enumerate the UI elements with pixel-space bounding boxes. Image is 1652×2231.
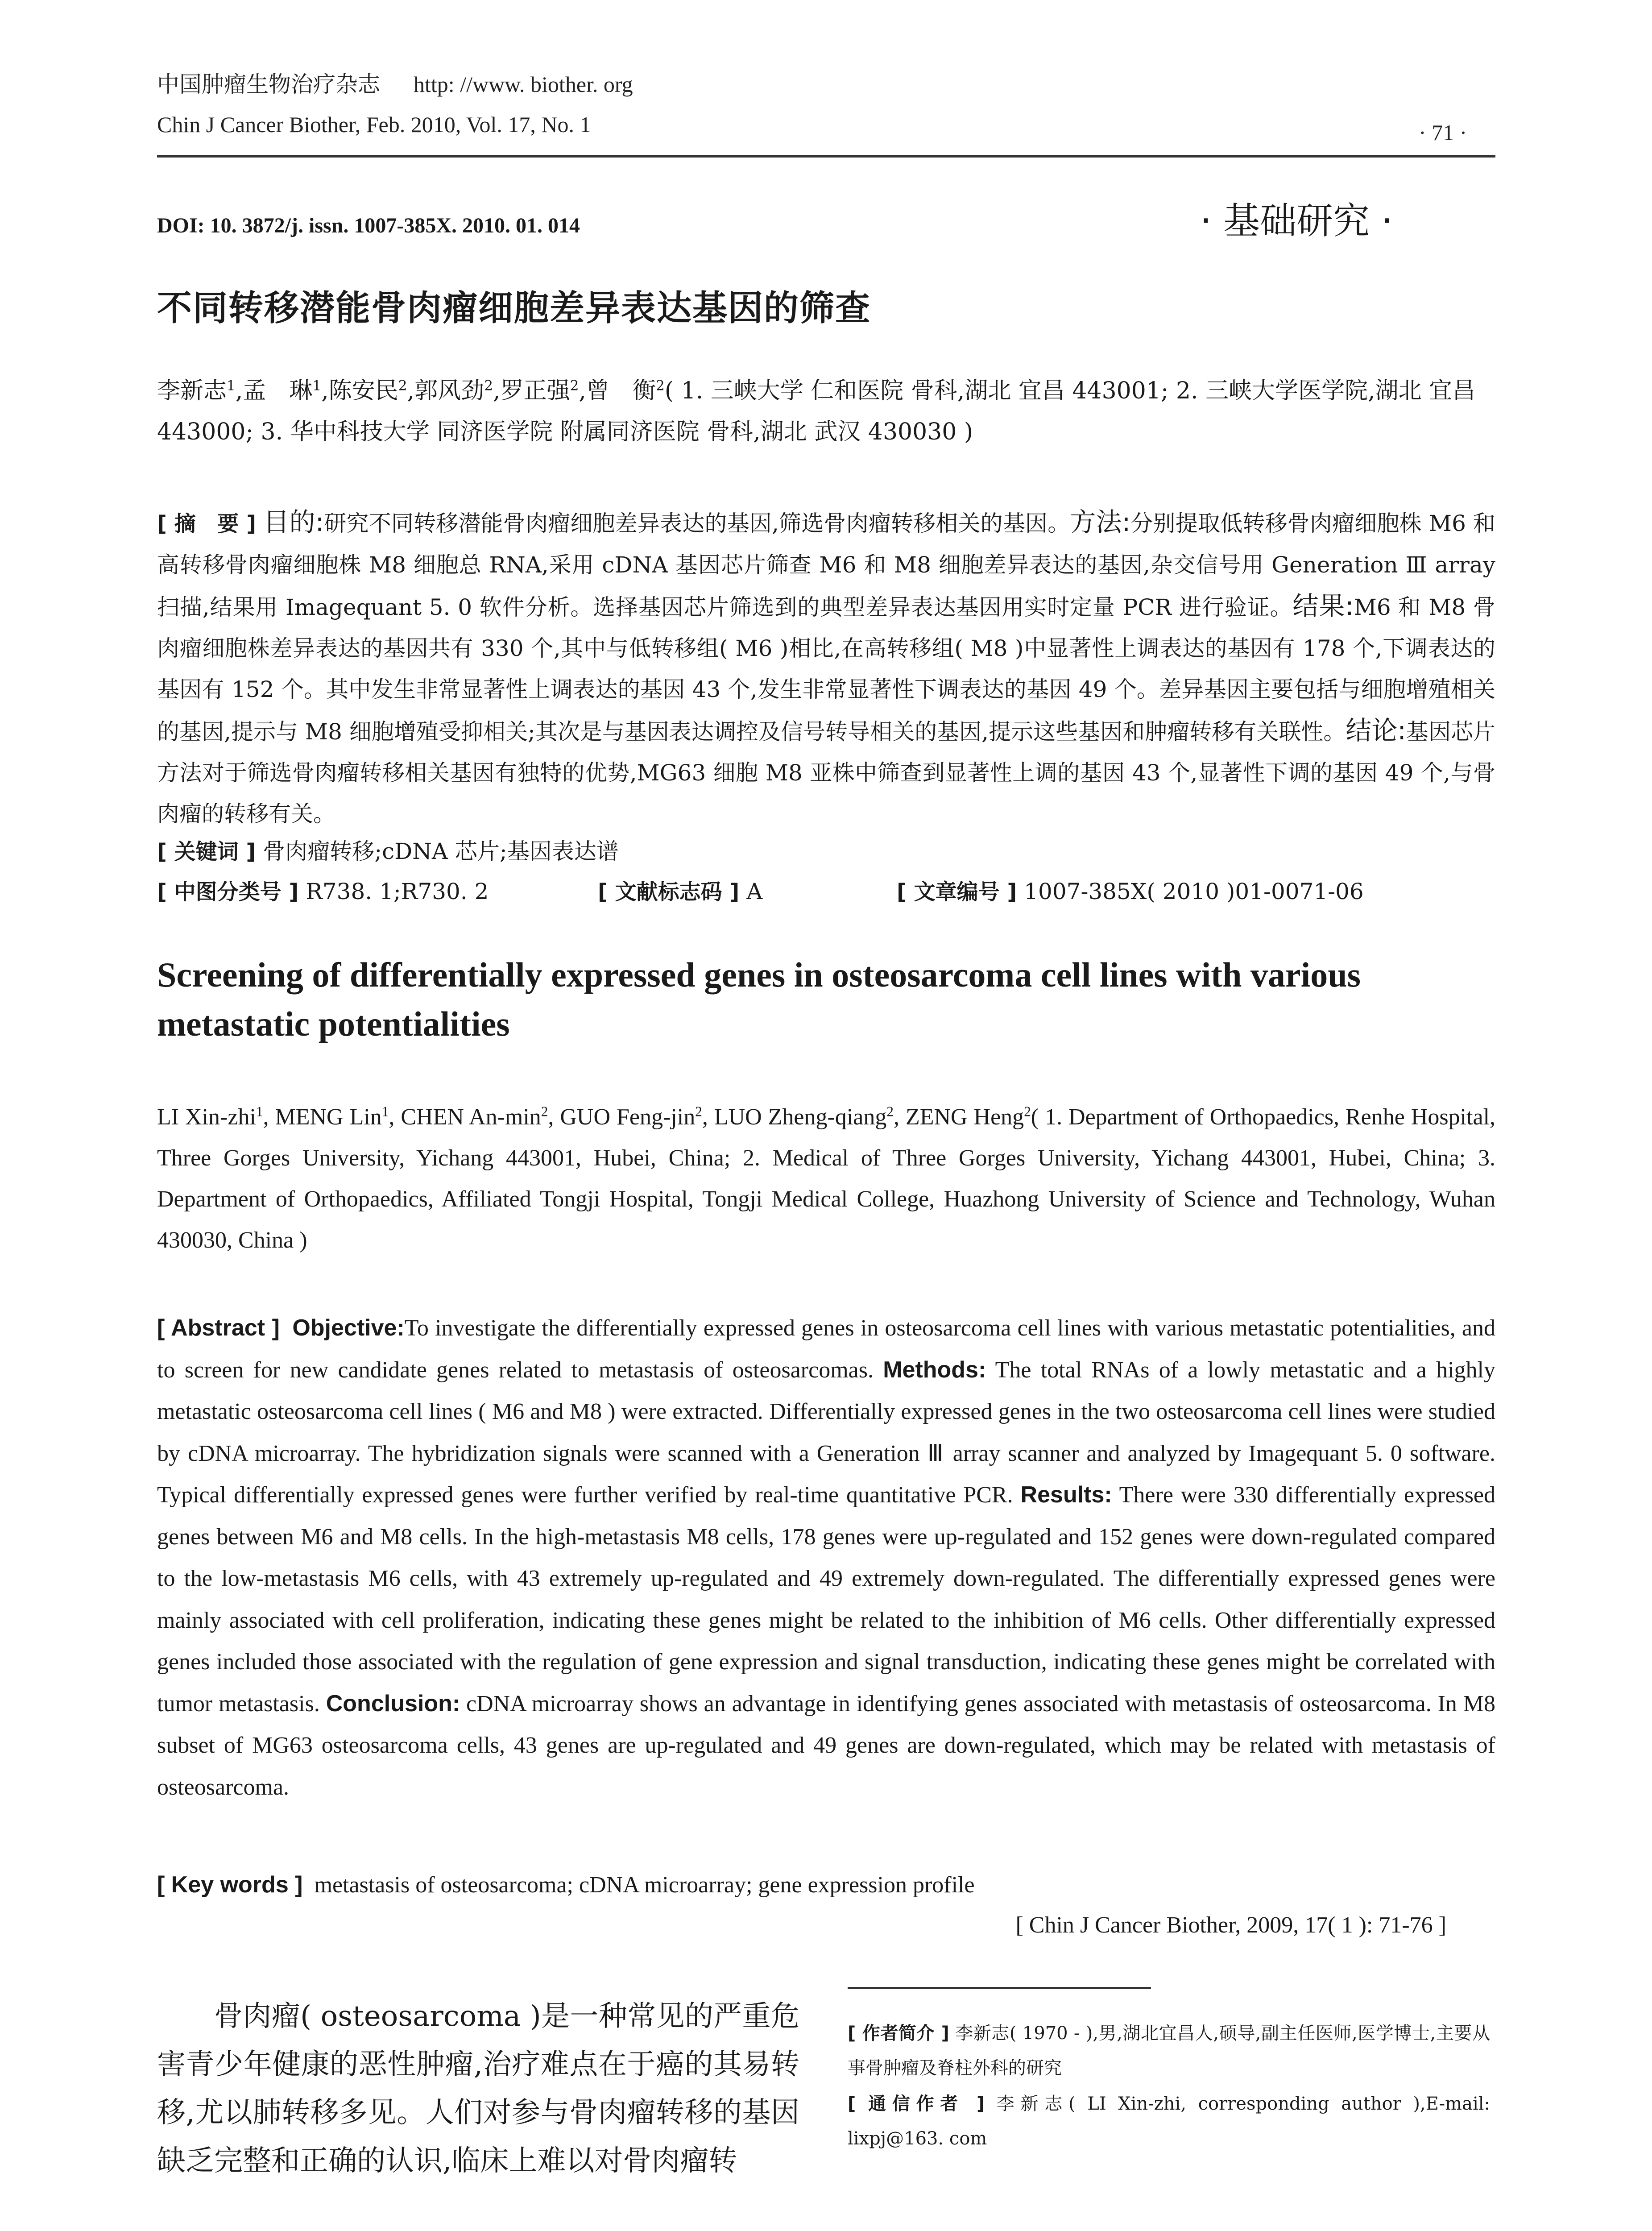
author-en: ZENG Heng$^2$ xyxy=(905,1103,1031,1130)
abstract-label-en: [ Abstract ] xyxy=(157,1315,280,1341)
objective-cn: 研究不同转移潜能骨肉瘤细胞差异表达的基因,筛选骨肉瘤转移相关的基因。 xyxy=(324,510,1070,536)
journal-url[interactable]: http: //www. biother. org xyxy=(414,72,633,97)
author-cn: 李新志$^1$ xyxy=(157,377,236,404)
authors-affiliations-cn: 李新志$^1$,孟 琳$^1$,陈安民$^2$,郭风劲$^2$,罗正强$^2$,曾 衡$^2$( 1. 三峡大学 仁和医院 骨科,湖北 宜昌 443001; 2. 三峡大学医学院,湖北 宜昌 443000; 3. 华中科技大学 同济医学院 附属同济医院 骨科,湖北 武汉 430030 ) xyxy=(157,377,1476,445)
article-value: 1007-385X( 2010 )01-0071-06 xyxy=(1024,879,1364,904)
objective-label-en: Objective: xyxy=(292,1315,405,1341)
clc-label: [ 中图分类号 ] xyxy=(157,879,299,904)
article-number xyxy=(897,871,1495,912)
objective-en: To investigate the differentially expressed genes in osteosarcoma cell lines with various metastatic potentialities, and to screen for new candidate genes related to metastasis of osteosarcomas. xyxy=(157,1315,1496,1383)
authors-affiliations-en xyxy=(157,1097,1495,1261)
affiliations-cn: ( 1. 三峡大学 仁和医院 骨科,湖北 宜昌 443001; 2. 三峡大学医学院,湖北 宜昌 443000; 3. 华中科技大学 同济医学院 附属同济医院 骨科,湖北 武汉 430030 ) xyxy=(157,377,1476,445)
corresponding-author xyxy=(848,2086,1490,2156)
abstract-cn xyxy=(157,502,1495,834)
abstract-label-cn: [ 摘 要 ] xyxy=(157,511,257,536)
article-title-cn: 不同转移潜能骨肉瘤细胞差异表达基因的筛查 xyxy=(157,288,871,328)
keywords-value-en: metastasis of osteosarcoma; cDNA microarray; gene expression profile xyxy=(314,1872,975,1898)
keywords-cn xyxy=(157,831,1495,872)
author-bio-text: 李新志( 1970 - ),男,湖北宜昌人,硕导,副主任医师,医学博士,主要从事骨肿瘤及脊柱外科的研究 xyxy=(848,2023,1490,2078)
affiliations-en: ( 1. Department of Orthopaedics, Renhe Hospital, Three Gorges University, Yichang 443001, Hubei, China; 2. Medical of Three Gorges University, Yichang 443001, Hubei, China; 3. Department of Orthopaedics, Affiliated Tongji Hospital, Tongji Medical College, Huazhong University of Science and Technology, Wuhan 430030, China ) xyxy=(157,1104,1496,1253)
corresponding-text: 李新志( LI Xin-zhi, corresponding author ),E-mail: lixpj@163. com xyxy=(848,2094,1491,2149)
article-label: [ 文章编号 ] xyxy=(897,879,1017,904)
methods-en: The total RNAs of a lowly metastatic and a highly metastatic osteosarcoma cell lines ( M6 and M8 ) were extracted. Differentially expressed genes in the two osteosarcoma cell lines were studied by cDNA microarray. The hybridization signals were scanned with a Generation Ⅲ array scanner and analyzed by Imagequant 5. 0 software. Typical differentially expressed genes were further verified by real-time quantitative PCR. xyxy=(157,1357,1496,1508)
methods-label-en: Methods: xyxy=(883,1356,986,1383)
author-cn: 陈安民$^2$ xyxy=(328,377,407,404)
keywords-en xyxy=(157,1864,1495,1906)
author-bio xyxy=(848,2016,1490,2086)
results-cn: M6 和 M8 骨肉瘤细胞株差异表达的基因共有 330 个,其中与低转移组( M6 )相比,在高转移组( M8 )中显著性上调表达的基因有 178 个,下调表达的基因有 152 个。其中发生非常显著性上调表达的基因 43 个,发生非常显著性下调表达的基因 49 个。差异基因主要包括与细胞增殖相关的基因,提示与 M8 细胞增殖受抑相关;其次是与基因表达调控及信号转导相关的基因,提示这些基因和肿瘤转移有关联性。 xyxy=(157,594,1495,745)
body-intro: 骨肉瘤( osteosarcoma )是一种常见的严重危害青少年健康的恶性肿瘤,治疗难点在于癌的其易转移,尤以肺转移多见。人们对参与骨肉瘤转移的基因缺乏完整和正确的认识,临床上难以对骨肉瘤转 xyxy=(157,2000,799,2177)
author-cn: 曾 衡$^2$ xyxy=(586,377,665,404)
doi[interactable]: DOI: 10. 3872/j. issn. 1007-385X. 2010. 01. 014 xyxy=(157,214,580,237)
page-number: · 71 · xyxy=(1419,120,1467,145)
author-en: MENG Lin$^1$, xyxy=(275,1103,401,1130)
results-label-en: Results: xyxy=(1020,1482,1112,1508)
running-header-cn xyxy=(157,70,633,98)
author-en: CHEN $An-\min^2$, xyxy=(401,1103,560,1130)
author-cn: 孟 琳$^1$ xyxy=(243,377,322,404)
keywords-label-en: [ Key words ] xyxy=(157,1872,303,1898)
section-label: · 基础研究 · xyxy=(1200,200,1393,242)
keywords-value-cn: 骨肉瘤转移;cDNA 芯片;基因表达谱 xyxy=(263,838,619,864)
keywords-label-cn: [ 关键词 ] xyxy=(157,839,256,864)
doc-label: [ 文献标志码 ] xyxy=(598,879,740,904)
journal-name-cn: 中国肿瘤生物治疗杂志 xyxy=(157,72,380,97)
conclusion-en: cDNA microarray shows an advantage in identifying genes associated with metastasis of osteosarcoma. In M8 subset of MG63 osteosarcoma cells, 43 genes are up-regulated and 49 genes are down-regulated, which may be related with metastasis of osteosarcoma. xyxy=(157,1691,1496,1800)
methods-label-cn: 方法: xyxy=(1070,507,1131,537)
doc-value: A xyxy=(746,879,763,904)
author-cn: 罗正强$^2$ xyxy=(500,377,579,404)
objective-label-cn: 目的: xyxy=(263,507,324,537)
conclusion-label-en: Conclusion: xyxy=(326,1690,460,1717)
conclusion-label-cn: 结论: xyxy=(1346,715,1406,746)
results-en: There were 330 differentially expressed genes between M6 and M8 cells. In the high-metastasis M8 cells, 178 genes were up-regulated and 152 genes were down-regulated compared to the low-metastasis M6 cells, with 43 extremely up-regulated and 49 extremely down-regulated. The differentially expressed genes were mainly associated with cell proliferation, indicating these genes might be related to the inhibition of M6 cells. Other differentially expressed genes included those associated with the regulation of gene expression and signal transduction, indicating these genes might be correlated with tumor metastasis. xyxy=(157,1482,1496,1717)
abstract-en xyxy=(157,1307,1495,1808)
article-title-en: Screening of differentially expressed genes in osteosarcoma cell lines with various metastatic potentialities xyxy=(157,955,1361,1043)
clc-value: R738. 1;R730. 2 xyxy=(306,879,489,904)
running-header-en: Chin J Cancer Biother, Feb. 2010, Vol. 17, No. 1 xyxy=(157,112,591,137)
author-en: LUO Zheng-qiang$^2$, xyxy=(714,1103,906,1130)
author-en: LI Xin-zhi$^1$, xyxy=(157,1103,275,1130)
footnote-rule xyxy=(848,1987,1151,1989)
citation: [ Chin J Cancer Biother, 2009, 17( 1 ): 71-76 ] xyxy=(1015,1912,1446,1938)
author-en: GUO Feng-jin$^2$, xyxy=(560,1103,714,1130)
results-label-cn: 结果: xyxy=(1292,591,1354,621)
methods-cn: 分别提取低转移骨肉瘤细胞株 M6 和高转移骨肉瘤细胞株 M8 细胞总 RNA,采用 cDNA 基因芯片筛查 M6 和 M8 细胞差异表达的基因,杂交信号用 Generation Ⅲ array 扫描,结果用 Imagequant 5. 0 软件分析。选择基因芯片筛选到的典型差异表达基因用实时定量 PCR 进行验证。 xyxy=(157,510,1495,620)
corresponding-label: [ 通信作者 ] xyxy=(848,2094,985,2114)
conclusion-cn: 基因芯片方法对于筛选骨肉瘤转移相关基因有独特的优势,MG63 细胞 M8 亚株中筛查到显著性上调的基因 43 个,显著性下调的基因 49 个,与骨肉瘤的转移有关。 xyxy=(157,719,1495,827)
header-rule xyxy=(157,155,1495,158)
author-bio-label: [ 作者简介 ] xyxy=(848,2023,949,2044)
author-cn: 郭风劲$^2$ xyxy=(414,377,493,404)
